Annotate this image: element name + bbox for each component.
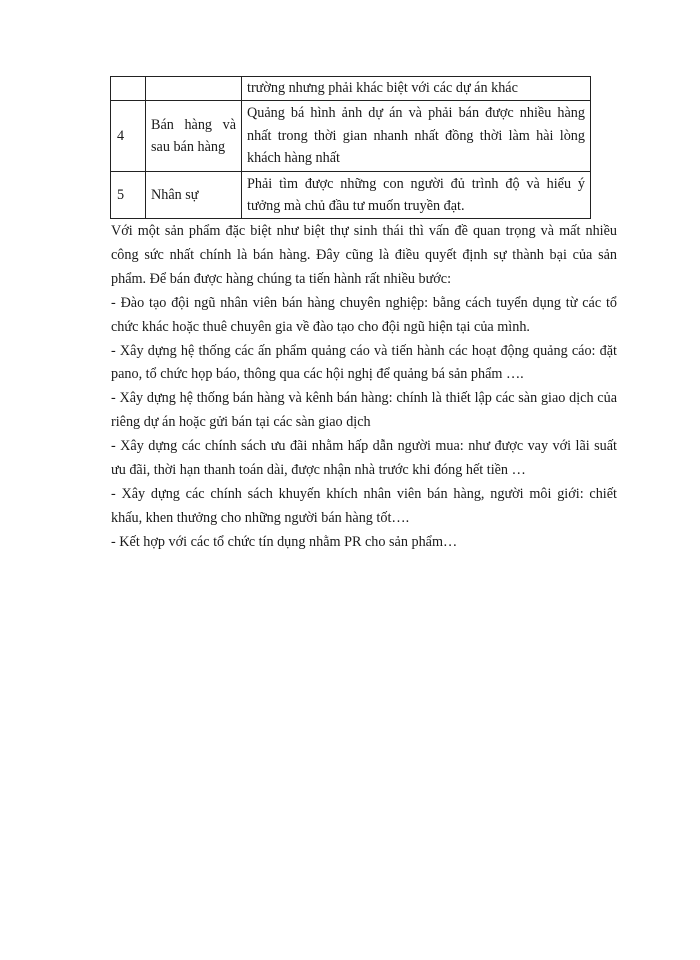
table-row xyxy=(111,172,591,219)
row-category: Nhân sự xyxy=(146,172,242,219)
body-text xyxy=(111,220,617,555)
row-number: 4 xyxy=(111,101,146,172)
table-row xyxy=(111,77,591,101)
list-item: - Xây dựng hệ thống các ấn phẩm quảng cáo và tiến hành các hoạt động quảng cáo: đặt pano, tổ chức họp báo, thông qua các hội nghị để quảng bá sản phẩm …. xyxy=(111,342,617,383)
row-description: trường nhưng phải khác biệt với các dự án khác xyxy=(242,77,591,101)
list-item: - Đào tạo đội ngũ nhân viên bán hàng chuyên nghiệp: bằng cách tuyển dụng từ các tổ chức khác hoặc thuê chuyên gia về đào tạo cho đội ngũ hiện tại của mình. xyxy=(111,294,617,335)
list-item: - Xây dựng các chính sách khuyến khích nhân viên bán hàng, người môi giới: chiết khấu, khen thưởng cho những người bán hàng tốt…. xyxy=(111,485,617,526)
row-number xyxy=(111,77,146,101)
row-number: 5 xyxy=(111,172,146,219)
table-row xyxy=(111,101,591,172)
row-description: Quảng bá hình ảnh dự án và phải bán được nhiều hàng nhất trong thời gian nhanh nhất đồng thời làm hài lòng khách hàng nhất xyxy=(242,101,591,172)
row-category: Bán hàng và sau bán hàng xyxy=(146,101,242,172)
list-item: - Xây dựng các chính sách ưu đãi nhằm hấp dẫn người mua: như được vay với lãi suất ưu đãi, thời hạn thanh toán dài, được nhận nhà trước khi đóng hết tiền … xyxy=(111,438,617,479)
row-description: Phải tìm được những con người đủ trình độ và hiểu ý tưởng mà chủ đầu tư muốn truyền đạt. xyxy=(242,172,591,219)
plan-table xyxy=(110,76,591,219)
row-category xyxy=(146,77,242,101)
list-item: - Xây dựng hệ thống bán hàng và kênh bán hàng: chính là thiết lập các sàn giao dịch của riêng dự án hoặc gửi bán tại các sàn giao dịch xyxy=(111,390,617,431)
list-item: - Kết hợp với các tổ chức tín dụng nhằm PR cho sản phẩm… xyxy=(111,533,458,550)
intro-paragraph: Với một sản phẩm đặc biệt như biệt thự sinh thái thì vấn đề quan trọng và mất nhiều công sức nhất chính là bán hàng. Đây cũng là điều quyết định sự thành bại của sản phẩm. Để bán được hàng chúng ta tiến hành rất nhiều bước: xyxy=(111,223,617,287)
